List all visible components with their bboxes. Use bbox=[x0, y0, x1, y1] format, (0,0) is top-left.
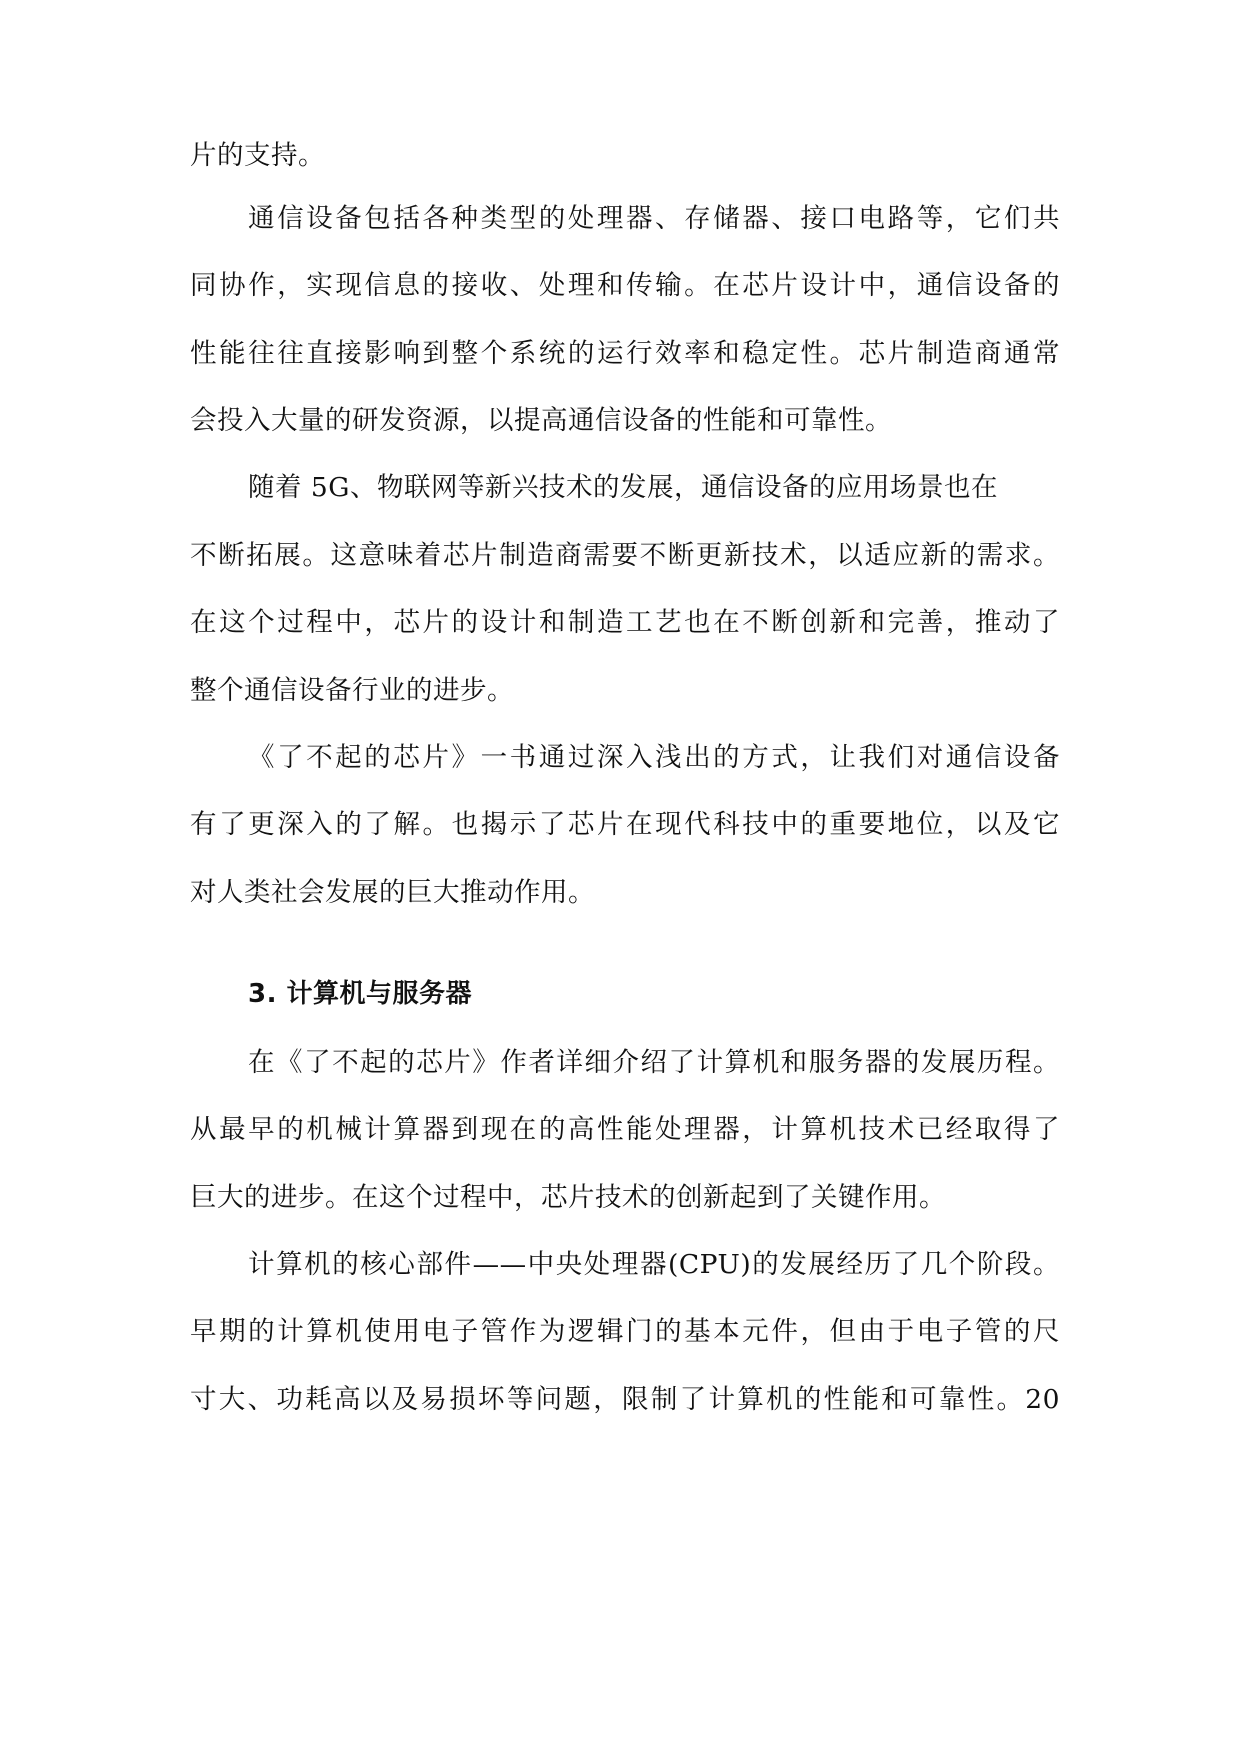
text-line: 计算机的核心部件——中央处理器(CPU)的发展经历了几个阶段。 bbox=[248, 1249, 1060, 1280]
text-line: 不断拓展。这意味着芯片制造商需要不断更新技术，以适应新的需求。 bbox=[190, 540, 1060, 571]
text-line: 有了更深入的了解。也揭示了芯片在现代科技中的重要地位，以及它 bbox=[190, 809, 1060, 840]
text-line: 性能往往直接影响到整个系统的运行效率和稳定性。芯片制造商通常 bbox=[190, 338, 1060, 369]
text-line: 随着 5G、物联网等新兴技术的发展，通信设备的应用场景也在 bbox=[248, 472, 998, 503]
text-line: 在《了不起的芯片》作者详细介绍了计算机和服务器的发展历程。 bbox=[248, 1047, 1060, 1078]
text-line: 寸大、功耗高以及易损坏等问题，限制了计算机的性能和可靠性。20 bbox=[190, 1384, 1060, 1415]
text-line: 片的支持。 bbox=[190, 140, 325, 171]
text-line: 巨大的进步。在这个过程中，芯片技术的创新起到了关键作用。 bbox=[190, 1182, 946, 1213]
text-line: 从最早的机械计算器到现在的高性能处理器，计算机技术已经取得了 bbox=[190, 1114, 1060, 1145]
text-line: 在这个过程中，芯片的设计和制造工艺也在不断创新和完善，推动了 bbox=[190, 607, 1060, 638]
text-line: 《了不起的芯片》一书通过深入浅出的方式，让我们对通信设备 bbox=[248, 742, 1060, 773]
text-line: 早期的计算机使用电子管作为逻辑门的基本元件，但由于电子管的尺 bbox=[190, 1316, 1060, 1347]
text-line: 通信设备包括各种类型的处理器、存储器、接口电路等，它们共 bbox=[248, 203, 1060, 234]
text-line: 会投入大量的研发资源，以提高通信设备的性能和可靠性。 bbox=[190, 405, 892, 436]
text-line: 对人类社会发展的巨大推动作用。 bbox=[190, 877, 595, 908]
text-line: 同协作，实现信息的接收、处理和传输。在芯片设计中，通信设备的 bbox=[190, 270, 1060, 301]
section-heading: 3. 计算机与服务器 bbox=[248, 979, 473, 1009]
text-line: 整个通信设备行业的进步。 bbox=[190, 675, 514, 706]
